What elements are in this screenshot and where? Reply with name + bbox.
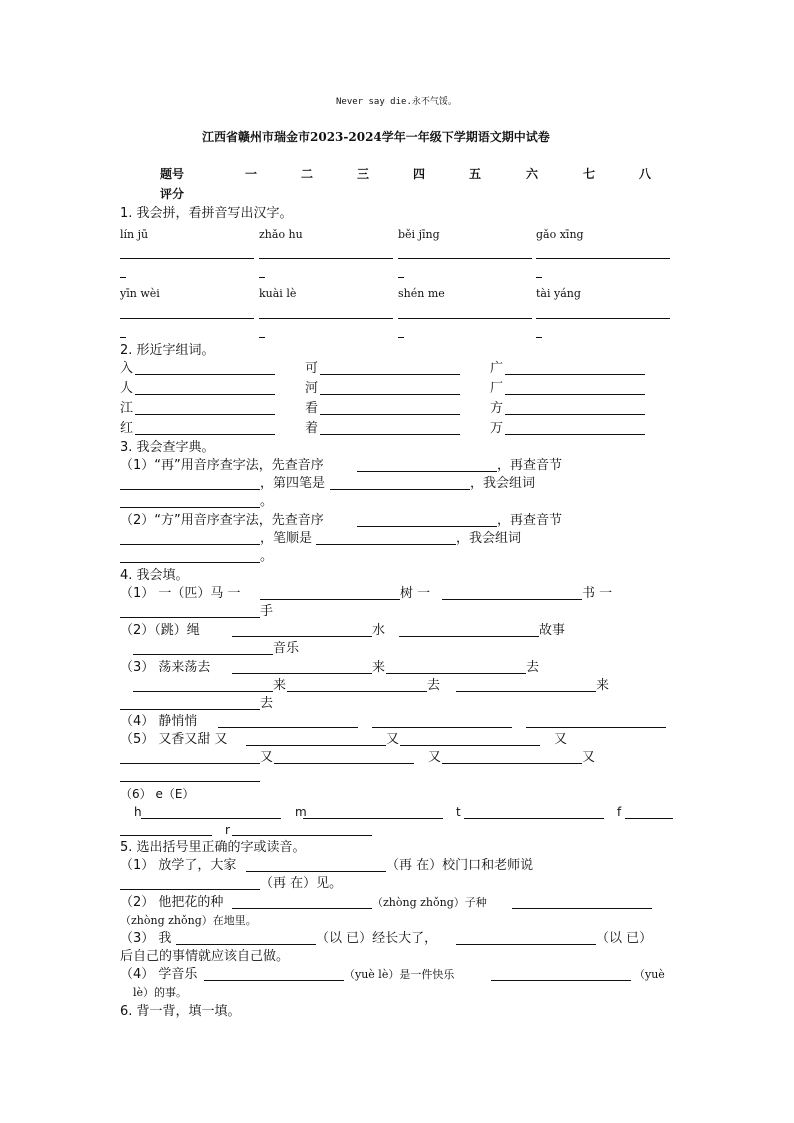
question-text: （1） 放学了，大家 [120, 858, 237, 873]
pinyin-prompt: gǎo xīng [536, 228, 584, 241]
answer-blank[interactable] [120, 337, 126, 338]
answer-blank[interactable] [232, 835, 372, 836]
answer-blank[interactable] [398, 258, 532, 259]
answer-blank[interactable] [120, 617, 260, 618]
answer-blank[interactable] [133, 691, 273, 692]
question-text: （zhòng zhǒng）子种 [372, 896, 487, 909]
answer-blank[interactable] [218, 727, 358, 728]
question-text: 书 一 [582, 586, 613, 601]
answer-blank[interactable] [320, 414, 460, 415]
letter-prompt: h [134, 805, 142, 819]
answer-blank[interactable] [232, 673, 372, 674]
char-prompt: 红 [120, 421, 134, 436]
letter-prompt: t [456, 805, 461, 819]
question-text: ，第四笔是 [260, 476, 326, 491]
answer-blank[interactable] [120, 835, 212, 836]
char-prompt: 看 [305, 401, 319, 416]
answer-blank[interactable] [246, 745, 386, 746]
answer-blank[interactable] [536, 318, 670, 319]
letter-prompt: f [617, 805, 622, 819]
answer-blank[interactable] [259, 277, 265, 278]
answer-blank[interactable] [357, 471, 497, 472]
answer-blank[interactable] [287, 691, 427, 692]
question-text: 来 [596, 678, 610, 693]
answer-blank[interactable] [120, 258, 254, 259]
question-text: 又 [428, 750, 442, 765]
score-table-row-label: 评分 [160, 187, 185, 201]
question-heading: 3. 我会查字典。 [120, 440, 215, 455]
question-heading: 1. 我会拼，看拼音写出汉字。 [120, 206, 293, 221]
answer-blank[interactable] [505, 374, 645, 375]
answer-blank[interactable] [372, 727, 512, 728]
question-text: 去 [427, 678, 441, 693]
answer-blank[interactable] [303, 818, 443, 819]
answer-blank[interactable] [398, 337, 404, 338]
answer-blank[interactable] [232, 636, 372, 637]
answer-blank[interactable] [120, 277, 126, 278]
score-table-col: 七 [583, 167, 596, 181]
question-text: 。 [260, 494, 274, 509]
answer-blank[interactable] [442, 763, 582, 764]
question-text: （2）（跳）绳 [120, 623, 200, 638]
pinyin-prompt: zhǎo hu [259, 228, 303, 241]
question-text: （以 已） [596, 931, 653, 946]
score-table-col: 一 [245, 167, 258, 181]
letter-prompt: r [225, 823, 230, 837]
question-text: 又 [554, 732, 568, 747]
answer-blank[interactable] [456, 691, 596, 692]
question-heading: 4. 我会填。 [120, 568, 189, 583]
char-prompt: 万 [490, 421, 504, 436]
question-text: （2） 他把花的种 [120, 895, 224, 910]
question-text: 又 [582, 750, 596, 765]
pinyin-prompt: tài yáng [536, 287, 581, 300]
question-text: （4） 学音乐 [120, 967, 198, 982]
char-prompt: 河 [305, 381, 319, 396]
answer-blank[interactable] [398, 318, 532, 319]
answer-blank[interactable] [259, 258, 393, 259]
answer-blank[interactable] [246, 871, 386, 872]
question-text: （6） e（E） [120, 787, 195, 801]
question-text: （zhòng zhǒng）在地里。 [120, 914, 257, 927]
answer-blank[interactable] [141, 818, 281, 819]
question-text: （1）“再”用音序查字法，先查音序 [120, 458, 324, 473]
question-text: 手 [260, 604, 274, 619]
char-prompt: 方 [490, 401, 504, 416]
score-table-col: 二 [301, 167, 314, 181]
question-text: 去 [526, 660, 540, 675]
question-text: （3） 我 [120, 931, 172, 946]
answer-blank[interactable] [120, 489, 260, 490]
answer-blank[interactable] [357, 526, 497, 527]
pinyin-prompt: shén me [398, 287, 445, 300]
answer-blank[interactable] [135, 414, 275, 415]
char-prompt: 入 [120, 361, 134, 376]
question-text: （3） 荡来荡去 [120, 660, 211, 675]
score-table-col: 五 [469, 167, 482, 181]
answer-blank[interactable] [505, 434, 645, 435]
question-text: （yuè [634, 968, 665, 981]
question-text: （5） 又香又甜 又 [120, 732, 228, 747]
question-heading: 5. 选出括号里正确的字或读音。 [120, 840, 306, 855]
answer-blank[interactable] [491, 980, 631, 981]
answer-blank[interactable] [176, 944, 316, 945]
answer-blank[interactable] [400, 745, 540, 746]
answer-blank[interactable] [133, 654, 273, 655]
question-text: （4） 静悄悄 [120, 714, 198, 729]
question-text: 来 [273, 678, 287, 693]
answer-blank[interactable] [320, 394, 460, 395]
answer-blank[interactable] [120, 507, 260, 508]
answer-blank[interactable] [320, 434, 460, 435]
letter-prompt: m [295, 805, 307, 819]
char-prompt: 厂 [490, 381, 504, 396]
question-text: 故事 [539, 623, 566, 638]
question-heading: 2. 形近字组词。 [120, 343, 215, 358]
pinyin-prompt: lín jū [120, 228, 149, 241]
answer-blank[interactable] [120, 544, 260, 545]
score-table-col: 八 [639, 167, 652, 181]
answer-blank[interactable] [259, 337, 265, 338]
answer-blank[interactable] [232, 908, 372, 909]
char-prompt: 江 [120, 401, 134, 416]
question-text: （再 在）校门口和老师说 [386, 858, 534, 873]
question-text: lè）的事。 [133, 986, 188, 999]
answer-blank[interactable] [120, 763, 260, 764]
answer-blank[interactable] [536, 258, 670, 259]
answer-blank[interactable] [204, 980, 344, 981]
question-text: ，我会组词 [456, 531, 522, 546]
answer-blank[interactable] [442, 599, 582, 600]
answer-blank[interactable] [386, 673, 526, 674]
answer-blank[interactable] [512, 908, 652, 909]
score-table-col: 四 [413, 167, 426, 181]
question-text: 又 [260, 750, 274, 765]
answer-blank[interactable] [316, 544, 456, 545]
question-heading: 6. 背一背，填一填。 [120, 1004, 241, 1019]
answer-blank[interactable] [120, 781, 260, 782]
answer-blank[interactable] [526, 727, 666, 728]
question-text: ，笔顺是 [260, 531, 313, 546]
char-prompt: 广 [490, 361, 504, 376]
question-text: （yuè lè）是一件快乐 [344, 968, 455, 981]
score-table-col: 六 [526, 167, 539, 181]
answer-blank[interactable] [536, 277, 542, 278]
question-text: （以 已）经长大了， [316, 931, 438, 946]
answer-blank[interactable] [120, 318, 254, 319]
motto: Never say die.永不气馁。 [336, 97, 457, 107]
question-text: 音乐 [273, 641, 300, 656]
question-text: 水 [372, 623, 386, 638]
answer-blank[interactable] [536, 337, 542, 338]
question-text: ，再查音节 [497, 458, 563, 473]
pinyin-prompt: yīn wèi [120, 287, 160, 300]
question-text: ，我会组词 [470, 476, 536, 491]
pinyin-prompt: kuài lè [259, 287, 297, 300]
question-text: （1） 一（匹）马 一 [120, 586, 241, 601]
answer-blank[interactable] [260, 599, 400, 600]
answer-blank[interactable] [505, 394, 645, 395]
answer-blank[interactable] [120, 889, 260, 890]
answer-blank[interactable] [259, 318, 393, 319]
char-prompt: 人 [120, 381, 134, 396]
question-text: 。 [260, 549, 274, 564]
answer-blank[interactable] [274, 763, 414, 764]
answer-blank[interactable] [330, 489, 470, 490]
score-table-col: 三 [357, 167, 370, 181]
answer-blank[interactable] [625, 818, 673, 819]
answer-blank[interactable] [120, 562, 260, 563]
answer-blank[interactable] [135, 434, 275, 435]
question-text: 去 [260, 696, 274, 711]
answer-blank[interactable] [464, 818, 604, 819]
answer-blank[interactable] [456, 944, 596, 945]
question-text: 又 [386, 732, 400, 747]
char-prompt: 着 [305, 421, 319, 436]
question-text: 来 [372, 660, 386, 675]
answer-blank[interactable] [135, 394, 275, 395]
question-text: ，再查音节 [497, 513, 563, 528]
answer-blank[interactable] [505, 414, 645, 415]
answer-blank[interactable] [135, 374, 275, 375]
question-text: （再 在）见。 [260, 876, 343, 891]
page-title: 江西省赣州市瑞金市2023-2024学年一年级下学期语文期中试卷 [202, 130, 550, 144]
answer-blank[interactable] [320, 374, 460, 375]
score-table-row-label: 题号 [160, 167, 185, 181]
question-text: （2）“方”用音序查字法，先查音序 [120, 513, 324, 528]
answer-blank[interactable] [399, 636, 539, 637]
answer-blank[interactable] [120, 709, 260, 710]
question-text: 树 一 [400, 586, 431, 601]
question-text: 后自己的事情就应该自己做。 [120, 949, 290, 964]
char-prompt: 可 [305, 361, 319, 376]
pinyin-prompt: běi jīng [398, 228, 440, 241]
answer-blank[interactable] [398, 277, 404, 278]
